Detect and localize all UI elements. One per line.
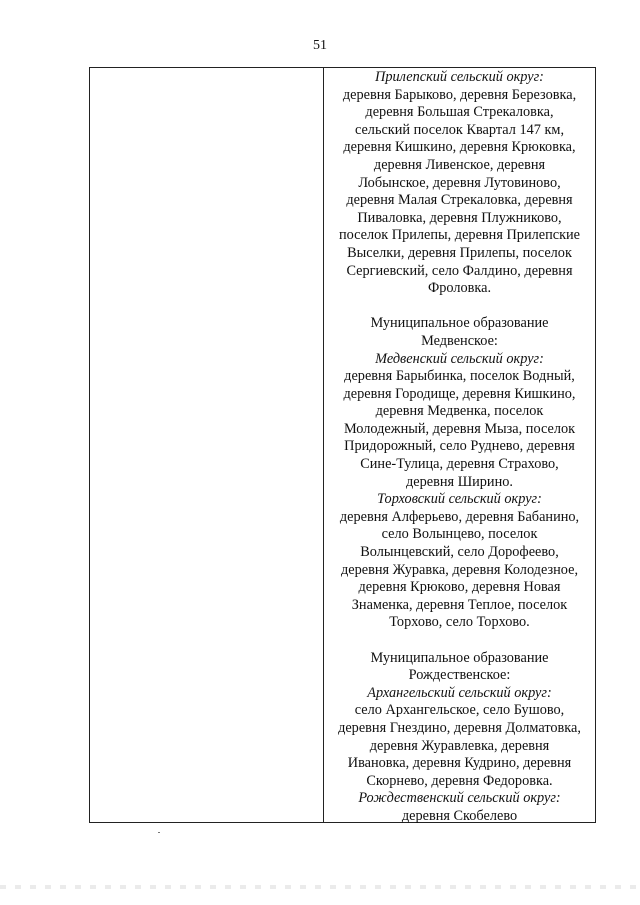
text-line: село Архангельское, село Бушово, [354, 702, 565, 719]
text-line: деревня Медвенка, поселок [375, 403, 544, 420]
text-line: Фроловка. [427, 280, 492, 297]
okrug-title-arkhangelsky: Архангельский сельский округ: [367, 684, 552, 701]
text-line: Сергиевский, село Фалдино, деревня [346, 262, 573, 279]
text-line: Ивановка, деревня Кудрино, деревня [347, 755, 572, 772]
text-line: деревня Журавка, деревня Колодезное, [340, 561, 579, 578]
okrug-title-torkhovsky: Торховский сельский округ: [377, 491, 542, 508]
okrug-title-prilepsky: Прилепский сельский округ: [375, 69, 544, 85]
text-line: поселок Прилепы, деревня Прилепские [338, 227, 581, 244]
text-line: деревня Крюково, деревня Новая [358, 579, 561, 596]
text-line: Придорожный, село Руднево, деревня [344, 438, 575, 455]
municipality-heading: Рождественское: [408, 667, 511, 684]
scan-noise-strip [0, 885, 640, 889]
left-column [90, 68, 324, 822]
text-line: деревня Городище, деревня Кишкино, [343, 385, 576, 402]
okrug-title-medvensky: Медвенский сельский округ: [375, 350, 544, 367]
text-line: деревня Кишкино, деревня Крюковка, [343, 139, 576, 156]
document-table [89, 67, 596, 823]
municipality-heading: Муниципальное образование [370, 315, 549, 332]
text-line: Пиваловка, деревня Плужниково, [357, 209, 562, 226]
scan-dot [158, 832, 160, 833]
text-line: Волынцевский, село Дорофеево, [360, 544, 559, 561]
text-line: Лобынское, деревня Лутовиново, [358, 174, 561, 191]
spacer [324, 632, 595, 650]
text-line: деревня Гнездино, деревня Долматовка, [338, 719, 581, 736]
text-line: деревня Большая Стрекаловка, [365, 104, 554, 121]
right-column [324, 68, 595, 822]
text-line: деревня Малая Стрекаловка, деревня [346, 192, 573, 209]
text-line: Скорнево, деревня Федоровка. [366, 772, 553, 789]
text-line: Сине-Тулица, деревня Страхово, [360, 456, 559, 473]
text-line: Торхово, село Торхово. [389, 614, 530, 631]
page-number: 51 [313, 38, 327, 53]
municipality-heading: Муниципальное образование [370, 649, 549, 666]
text-line: деревня Барыбинка, поселок Водный, [344, 368, 575, 385]
text-line: Выселки, деревня Прилепы, поселок [347, 244, 572, 261]
text-line: деревня Журавлевка, деревня [369, 737, 550, 754]
text-line: село Волынцево, поселок [381, 526, 538, 543]
okrug-title-rozhdestvensky: Рождественский сельский округ: [358, 790, 561, 807]
spacer [324, 298, 595, 316]
text-line: Молодежный, деревня Мыза, поселок [343, 420, 576, 437]
text-line: деревня Ширино. [406, 473, 513, 490]
text-line: деревня Алферьево, деревня Бабанино, [339, 508, 580, 525]
text-line: сельский поселок Квартал 147 км, [354, 121, 565, 138]
text-line: деревня Ливенское, деревня [373, 156, 546, 173]
text-line: Знаменка, деревня Теплое, поселок [351, 596, 568, 613]
text-line: деревня Барыково, деревня Березовка, [342, 86, 577, 103]
municipality-heading: Медвенское: [421, 332, 498, 349]
text-line: деревня Скобелево [401, 807, 518, 824]
